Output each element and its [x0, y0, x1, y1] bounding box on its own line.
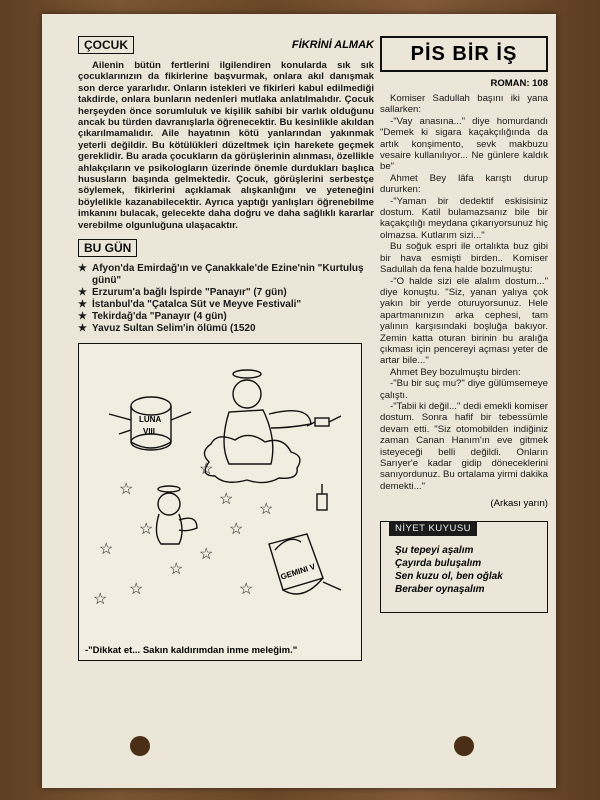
punch-hole-left: [130, 736, 150, 756]
niyet-kuyusu-label: NİYET KUYUSU: [389, 521, 477, 536]
svg-text:☆: ☆: [229, 521, 244, 539]
svg-text:☆: ☆: [219, 491, 234, 509]
list-item: ★ Erzurum'a bağlı İspirde "Panayır" (7 gün): [78, 287, 287, 299]
punch-hole-right: [454, 736, 474, 756]
article-byline: FİKRİNİ ALMAK: [291, 39, 374, 51]
list-item: ★ Yavuz Sultan Selim'in ölümü (1520: [78, 323, 256, 335]
poem-line: Beraber oynaşalım: [395, 584, 485, 596]
poem-line: Şu tepeyi aşalım: [395, 545, 474, 557]
serial-story: [380, 93, 548, 492]
story-paragraph: Ahmet Bey lâfa karıştı durup dururken:: [380, 172, 548, 196]
roman-number: ROMAN: 108: [490, 78, 548, 89]
bugun-section: [78, 239, 374, 335]
bugun-section-label: BU GÜN: [78, 239, 137, 257]
list-item: ★ İstanbul'da "Çatalca Süt ve Meyve Festivali": [78, 299, 302, 311]
luna-label-2: VIII: [143, 427, 156, 437]
story-paragraph: Ahmet Bey bozulmuştu birden:: [390, 366, 521, 378]
newspaper-clipping: [42, 14, 556, 788]
niyet-kuyusu-box: [380, 521, 548, 613]
story-paragraph: -"Bu bir suç mu?" diye gülümsemeye çalıştı.: [380, 378, 548, 401]
cocuk-header: [78, 36, 374, 54]
list-item: ★ Tekirdağ'da "Panayır (4 gün): [78, 311, 227, 323]
svg-text:☆: ☆: [93, 591, 108, 609]
story-paragraph: Komiser Sadullah başını iki yana sallarken:: [380, 93, 548, 116]
svg-text:☆: ☆: [239, 581, 254, 599]
star-icon: ★: [78, 311, 87, 323]
continued-tomorrow: (Arkası yarın): [490, 498, 548, 510]
poem-line: Çayırda buluşalım: [395, 558, 482, 570]
svg-text:☆: ☆: [139, 521, 154, 539]
serial-title: PİS BİR İŞ: [380, 36, 548, 72]
niyet-poem: [395, 544, 503, 596]
story-paragraph: Bu soğuk espri ile ortalıkta buz gibi bir hava esmişti birden.. Komiser Sadullah da fena halde bozulmuştu:: [380, 241, 548, 276]
gemini-label: GEMINI V: [279, 562, 317, 582]
star-icon: ★: [78, 263, 87, 275]
svg-text:☆: ☆: [259, 501, 274, 519]
cartoon-panel: [78, 343, 362, 661]
small-probe-icon: [317, 484, 327, 510]
stars-group: [93, 461, 273, 608]
left-column: [78, 36, 374, 661]
svg-text:☆: ☆: [169, 561, 184, 579]
svg-text:☆: ☆: [199, 546, 214, 564]
bugun-list: [78, 263, 374, 335]
svg-text:☆: ☆: [99, 541, 114, 559]
luna-label-1: LUNA: [139, 415, 162, 425]
angel-child-icon: [156, 486, 197, 544]
svg-text:☆: ☆: [199, 461, 214, 479]
poem-line: Sen kuzu ol, ben oğlak: [395, 571, 503, 583]
angel-on-cloud-icon: [204, 370, 311, 483]
cartoon-caption: -"Dikkat et... Sakın kaldırımdan inme meleğim.": [85, 645, 298, 657]
cartoon-illustration: [79, 344, 361, 624]
right-column: [380, 36, 548, 613]
story-paragraph: -"Vay anasına..." diye homurdandı "Demek ki sigara kaçakçılığında da artık konşimento, sevk makbuzu vesaire kullanılıyor... Ne günlere kaldık be": [380, 115, 548, 173]
cocuk-article-text: Ailenin bütün fertlerini ilgilendiren konularda sık sık çocuklarınızın da fikirlerine başvurmak, onlara akıl danışmak son derce yararlıdır. Onların istekleri ve fikirleri kabul edilmediği takdirde, onlara bunların nedenleri mutlaka anlatılmalıdır. Çocuk herşeyden önce sorumluluk ve kişilik sahibi bir varlık olduğunu ancak bu türden davranışlarla öğrenecektir. Bu kesinlikle akıldan çıkarılmamalıdır. Aile hayatının kötü yanlarından yakınmak yeterli değildir. Bu kötülükleri düzeltmek için harekete geçmek gereklidir. Bu arada çocukların da görüşlerinin alınması, özellikle ahlakçıların ve psikologların üzerinde önemle durdukları başlıca hususların başında gelmektedir. Çocuk, görüşlerini serbestçe söylemek, fikirlerini açıklamak alışkanlığını ve yeteneğini böylelikle kazanabilecektir. Ayrıca yaptığı yanlışları öğrenebilme imkanını bulacak, gelecekte daha doğru ve daha sağlıklı kararlar verebilme olgunluğuna ulaşacaktır.: [78, 60, 374, 231]
list-item: ★ Afyon'da Emirdağ'ın ve Çanakkale'de Ezine'nin "Kurtuluş günü": [78, 263, 364, 287]
story-paragraph: -"Tabii ki değil..." dedi emekli komiser dostum. Sonra hafif bir tebessümle devam etti. "Siz otomobilden indiğiniz zaman Canan Hanım'ın eve gitmek isteyeceği belli değildi. Onların Sarıyer'e kadar gidip döneceklerini sanıyordunuz. Bu ortalama yirmi dakika demekti...": [380, 400, 548, 492]
svg-text:☆: ☆: [129, 581, 144, 599]
star-icon: ★: [78, 299, 87, 311]
story-paragraph: -"Yaman bir dedektif eskisisiniz dostum. Katil bulamazsanız bile bir kaçakçılığı meydana çıkarıyorsunuz hiç olmazsa. Kutlarım sizi...": [380, 195, 548, 241]
star-icon: ★: [78, 287, 87, 299]
satellite-icon: [307, 416, 341, 426]
svg-text:☆: ☆: [119, 481, 134, 499]
story-paragraph: -"O halde sizi ele alalım dostum..." diye konuştu. "Siz, yanan yalıya çok yakın bir yerde oturuyorsunuz. Hele apartmanınızın arka cephesi, tam yalının karşısındaki boşluğa bakıyor. Zemin katta oturan birinin bu aralığa çıkması için pencereyi açması yeter de artar bile...": [380, 275, 548, 367]
star-icon: ★: [78, 323, 87, 335]
cocuk-section-label: ÇOCUK: [78, 36, 134, 54]
